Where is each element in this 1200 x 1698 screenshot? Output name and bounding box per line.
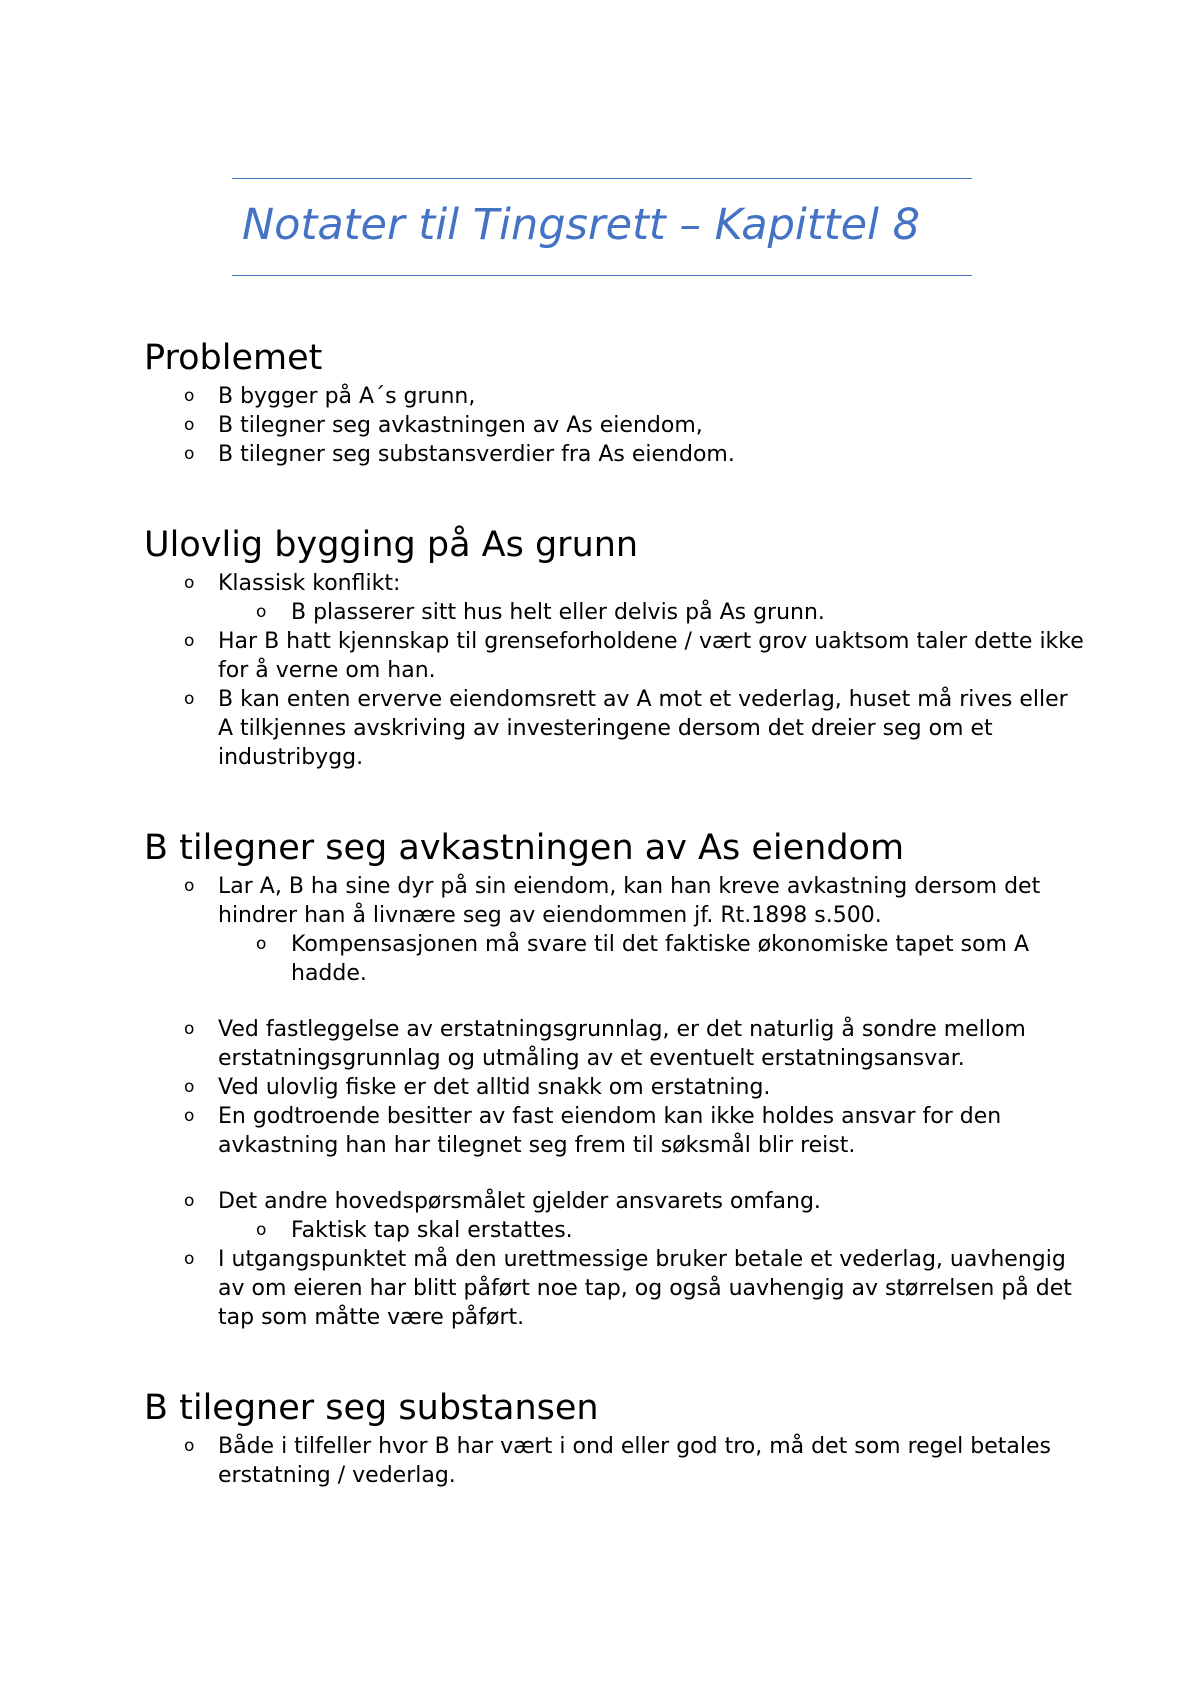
bullet-icon: o: [184, 1436, 195, 1456]
bullet-icon: o: [184, 415, 195, 435]
section-heading: B tilegner seg substansen: [144, 1388, 599, 1428]
bullet-icon: o: [184, 631, 195, 651]
sub-list-item: [144, 930, 1084, 988]
section-heading: Problemet: [144, 338, 323, 378]
list-item: [144, 872, 1084, 930]
bullet-icon: o: [184, 876, 195, 896]
list-item-text: Det andre hovedspørsmålet gjelder ansvarets omfang.: [218, 1189, 821, 1214]
section-ulovlig-bygging: [144, 521, 1084, 772]
sub-list-item: [144, 598, 1084, 627]
bullet-icon: o: [184, 1019, 195, 1039]
bullet-list: [144, 872, 1084, 988]
section-heading: B tilegner seg avkastningen av As eiendom: [144, 828, 905, 868]
bullet-icon: o: [184, 573, 195, 593]
bullet-icon: o: [256, 1220, 267, 1240]
bullet-list: [144, 382, 1084, 469]
list-item: [144, 411, 1084, 440]
list-item-text: B plasserer sitt hus helt eller delvis på As grunn.: [291, 600, 825, 625]
bullet-icon: o: [184, 689, 195, 709]
list-item: [144, 685, 1084, 772]
title-block: [232, 178, 972, 276]
list-item: [144, 1073, 1084, 1102]
list-item-text: Klassisk konflikt:: [218, 571, 401, 596]
list-item-text: B tilegner seg substansverdier fra As eiendom.: [218, 442, 735, 467]
bullet-icon: o: [184, 1249, 195, 1269]
section-substansen: [144, 1384, 1084, 1490]
section-heading: Ulovlig bygging på As grunn: [144, 525, 639, 565]
list-item-text: Ved fastleggelse av erstatningsgrunnlag, er det naturlig å sondre mellom erstatningsgrunnlag og utmåling av et eventuelt erstatningsansvar.: [218, 1017, 1026, 1071]
list-item-text: Både i tilfeller hvor B har vært i ond eller god tro, må det som regel betales erstatning / vederlag.: [218, 1434, 1052, 1488]
bullet-icon: o: [184, 444, 195, 464]
section-problemet: [144, 334, 1084, 469]
list-item-text: B kan enten erverve eiendomsrett av A mot et vederlag, huset må rives eller A tilkjennes avskriving av investeringene dersom det dreier seg om et industribygg.: [218, 687, 1068, 770]
list-item: [144, 440, 1084, 469]
list-item: [144, 569, 1084, 598]
bullet-icon: o: [184, 386, 195, 406]
bullet-list: [144, 1187, 1084, 1332]
bullet-icon: o: [184, 1077, 195, 1097]
list-item: [144, 1432, 1084, 1490]
bullet-icon: o: [184, 1106, 195, 1126]
list-item-text: Har B hatt kjennskap til grenseforholdene / vært grov uaktsom taler dette ikke for å verne om han.: [218, 629, 1084, 683]
list-item: [144, 1015, 1084, 1073]
list-item-text: B tilegner seg avkastningen av As eiendom,: [218, 413, 703, 438]
list-item: [144, 382, 1084, 411]
list-item: [144, 1187, 1084, 1216]
bullet-icon: o: [256, 934, 267, 954]
list-item-text: B bygger på A´s grunn,: [218, 384, 476, 409]
bullet-icon: o: [184, 1191, 195, 1211]
sub-list-item: [144, 1216, 1084, 1245]
list-item-text: Kompensasjonen må svare til det faktiske økonomiske tapet som A hadde.: [291, 932, 1030, 986]
list-item: [144, 1102, 1084, 1160]
list-item-text: Faktisk tap skal erstattes.: [291, 1218, 573, 1243]
document-body: [144, 334, 1084, 1490]
list-item: [144, 1245, 1084, 1332]
bullet-list: [144, 1015, 1084, 1160]
list-item-text: Lar A, B ha sine dyr på sin eiendom, kan han kreve avkastning dersom det hindrer han å livnære seg av eiendommen jf. Rt.1898 s.500.: [218, 874, 1041, 928]
bullet-list: [144, 1432, 1084, 1490]
list-item-text: Ved ulovlig fiske er det alltid snakk om erstatning.: [218, 1075, 771, 1100]
bullet-icon: o: [256, 602, 267, 622]
document-title: Notater til Tingsrett – Kapittel 8: [242, 200, 921, 250]
list-item-text: I utgangspunktet må den urettmessige bruker betale et vederlag, uavhengig av om eieren har blitt påført noe tap, og også uavhengig av størrelsen på det tap som måtte være påført.: [218, 1247, 1072, 1330]
bullet-list: [144, 569, 1084, 772]
list-item-text: En godtroende besitter av fast eiendom kan ikke holdes ansvar for den avkastning han har tilegnet seg frem til søksmål blir reist.: [218, 1104, 1002, 1158]
section-avkastningen: [144, 824, 1084, 1332]
list-item: [144, 627, 1084, 685]
